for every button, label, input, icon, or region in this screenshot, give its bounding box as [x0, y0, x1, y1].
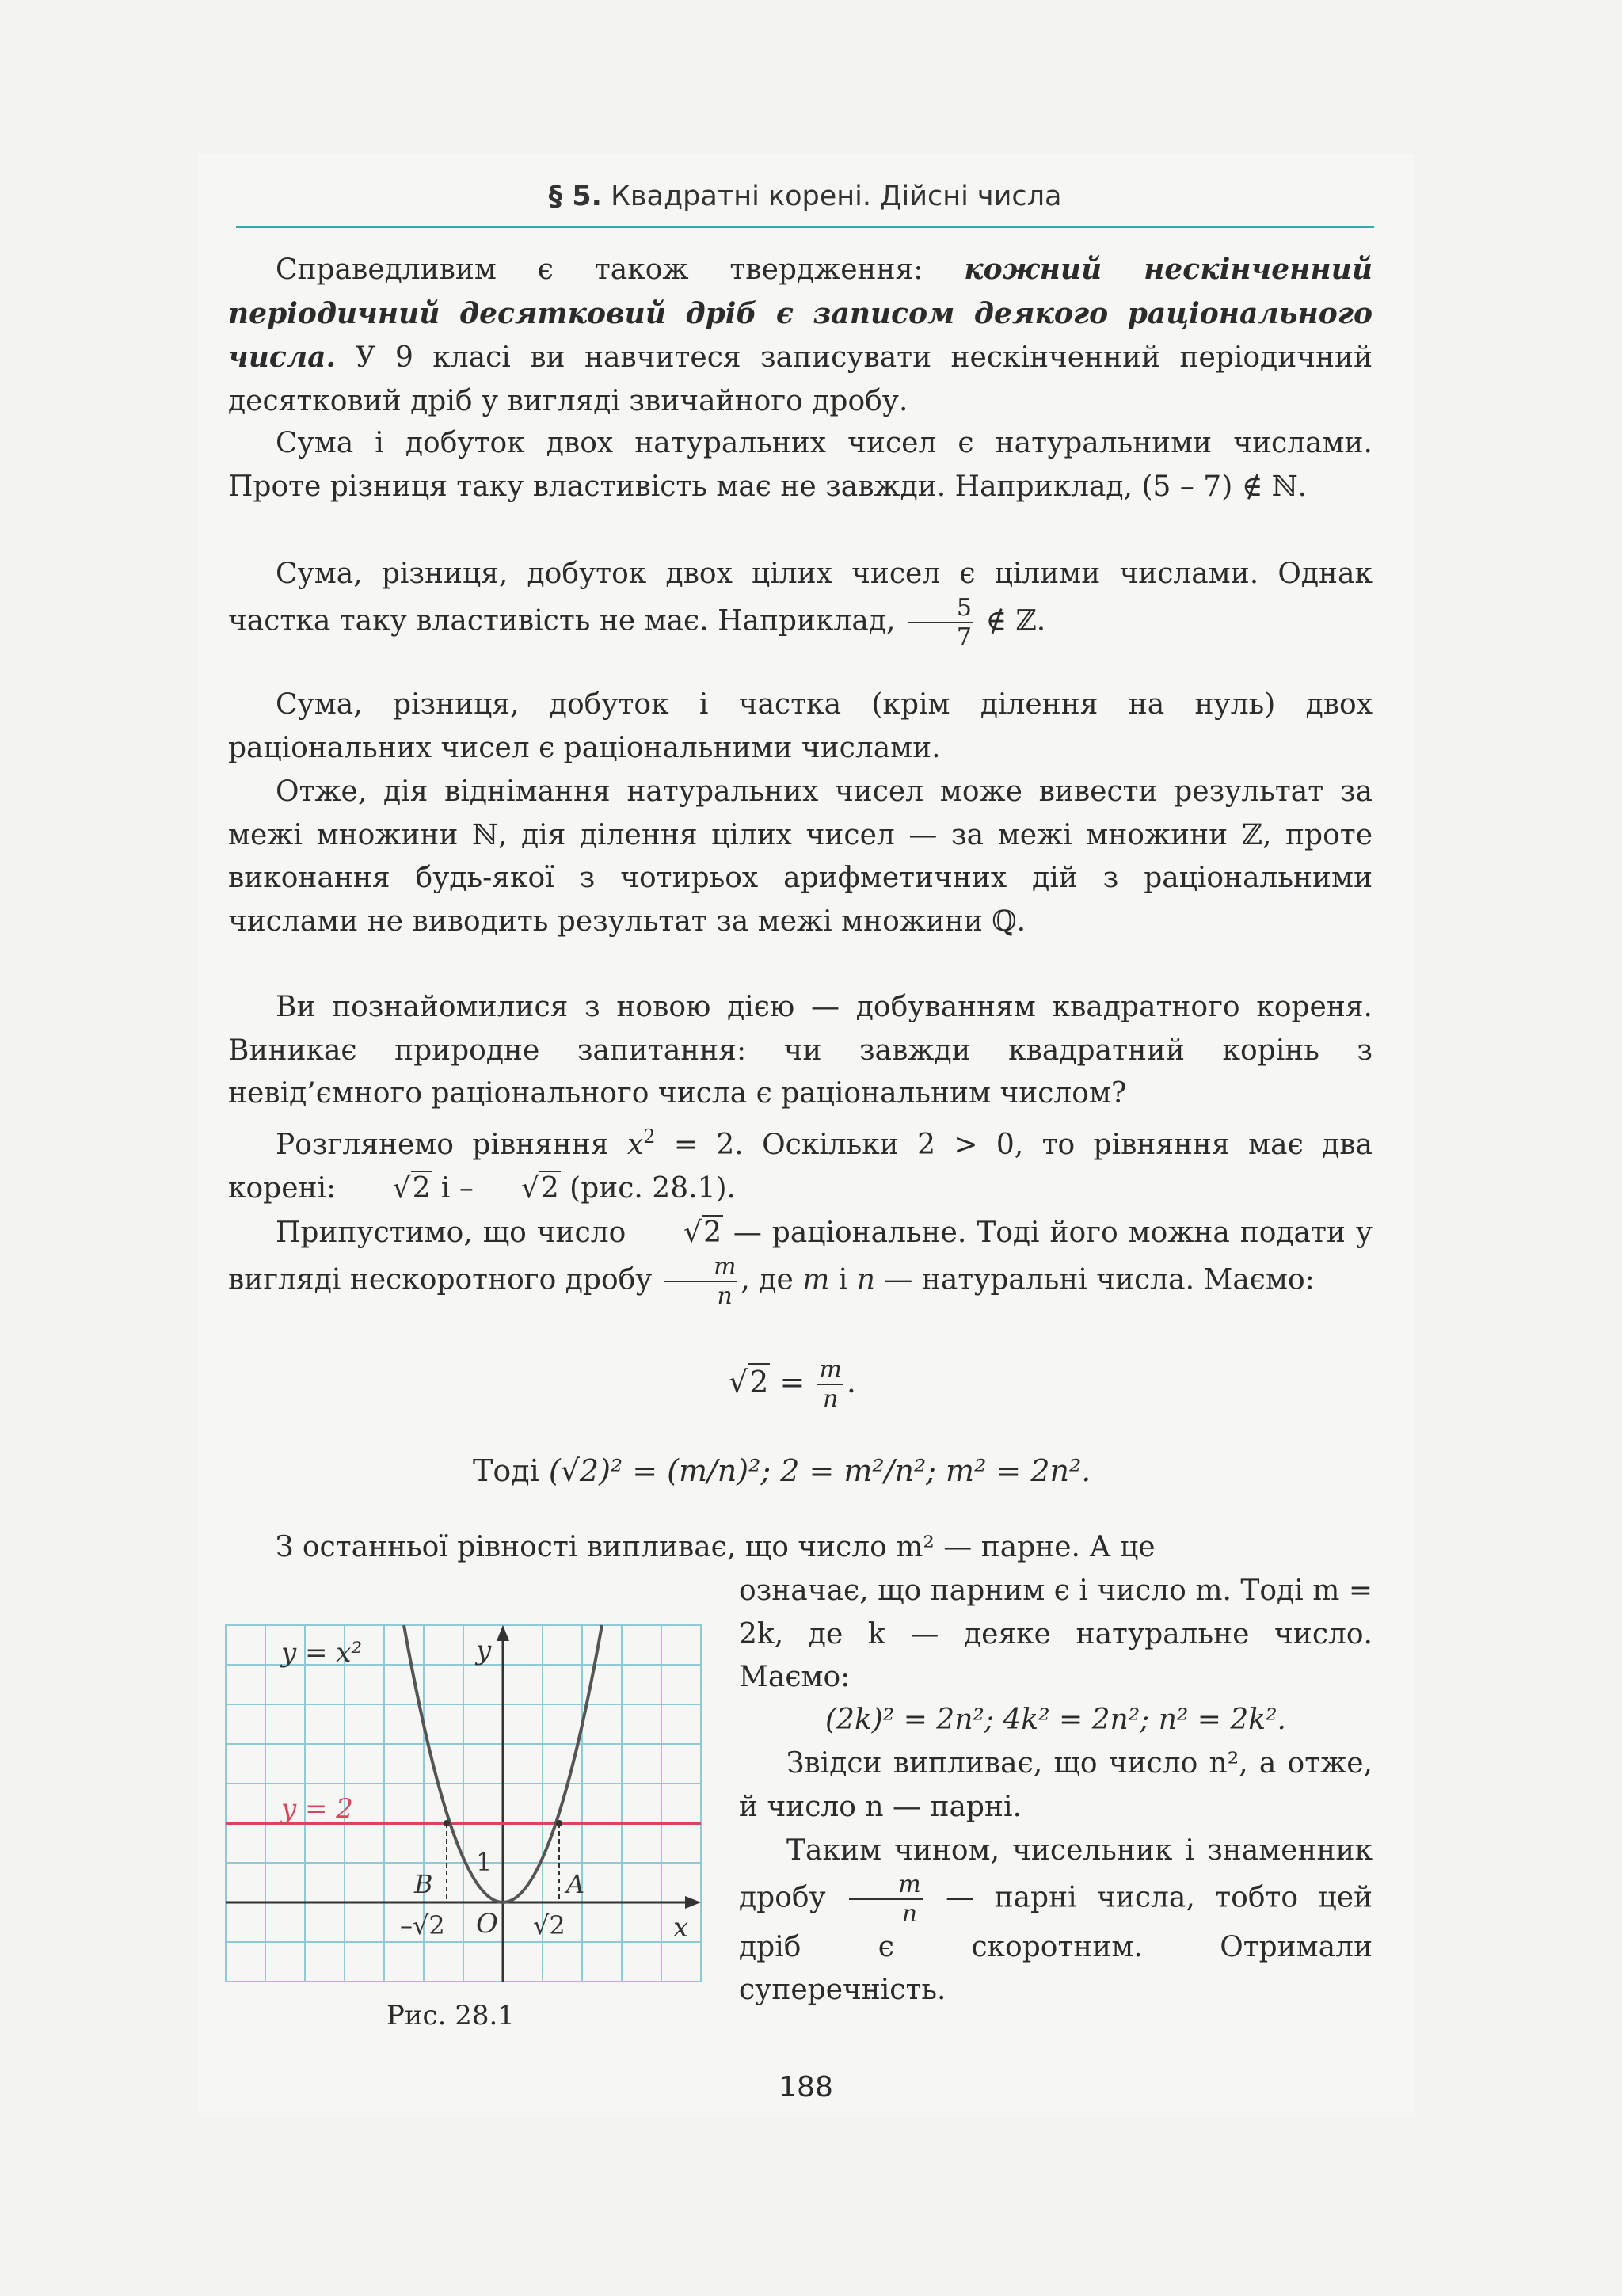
- paragraph-8: [228, 1212, 1373, 1308]
- sqrt-2-value: 2: [703, 1217, 722, 1249]
- p8-d: і: [829, 1263, 857, 1296]
- textbook-page: [198, 154, 1414, 2115]
- fraction-denominator: 7: [956, 623, 972, 651]
- p8-c: , де: [741, 1263, 803, 1296]
- label-b: B: [414, 1869, 433, 1899]
- paragraph-5: Отже, дія віднімання натуральних чисел може вивести результат за межі множини ℕ, дія ділення цілих чисел — за межі множини ℤ, проте виконання будь-якої з чотирьох арифметичних дій з раціональними числами не виводить результат за межі множини ℚ.: [228, 775, 1373, 938]
- p7-b: = 2. Оскільки 2 > 0, то рівняння має два корені:: [228, 1129, 1373, 1205]
- fraction-n: n: [822, 1385, 839, 1413]
- p1-text: Справедливим є також твердження:: [276, 253, 965, 286]
- label-line: y = 2: [281, 1793, 353, 1825]
- parabola-figure: [224, 1624, 707, 1992]
- p8-a: Припустимо, що число: [276, 1217, 637, 1249]
- eq-sign: =: [770, 1365, 815, 1399]
- paragraph-3: [228, 553, 1373, 649]
- label-neg-root: –√2: [400, 1910, 445, 1940]
- figure-caption: Рис. 28.1: [386, 2000, 515, 2031]
- fraction-m-n: [849, 1870, 922, 1928]
- var-n: n: [856, 1263, 875, 1296]
- fraction-m: m: [819, 1356, 842, 1384]
- var-m: m: [802, 1263, 830, 1296]
- page-number: 188: [779, 2071, 833, 2104]
- p7-a: Розглянемо рівняння: [276, 1129, 627, 1161]
- label-y: y: [476, 1635, 492, 1666]
- var-x: x: [626, 1129, 644, 1161]
- fraction-5-7: [908, 593, 973, 651]
- label-one: 1: [476, 1847, 493, 1877]
- right-column-4: [739, 1830, 1373, 2012]
- equation-1: [729, 1358, 856, 1411]
- fraction-numerator: 5: [908, 596, 973, 623]
- point-b: [444, 1820, 450, 1826]
- equation-2: [473, 1453, 1091, 1488]
- paragraph-9: З останньої рівності випливає, що число m² — парне. А це: [276, 1531, 1156, 1563]
- exp-2: 2: [643, 1125, 656, 1148]
- label-origin: O: [476, 1908, 498, 1940]
- sqrt-2: √2: [392, 1171, 431, 1205]
- fraction-m-n: [664, 1252, 737, 1310]
- eq2-text: (√2)² = (m/n)²; 2 = m²/n²; m² = 2n².: [548, 1453, 1091, 1488]
- sqrt-2-value: 2: [749, 1365, 769, 1399]
- p7-d: (рис. 28.1).: [560, 1171, 736, 1205]
- fraction-m-n: [817, 1358, 843, 1411]
- label-x: x: [673, 1912, 689, 1944]
- right-column-2: (2k)² = 2n²; 4k² = 2n²; n² = 2k².: [825, 1704, 1286, 1736]
- y-axis-arrow: [497, 1625, 509, 1641]
- p8-e: — натуральні числа. Маємо:: [874, 1263, 1315, 1296]
- right-column-1: означає, що парним є і число m. Тоді m = 2k, де k — деяке натуральне число. Маємо:: [739, 1574, 1373, 1693]
- p3-text: Сума, різниця, добуток двох цілих чисел є цілими числами. Однак частка таку властивість не має. Наприклад,: [228, 558, 1373, 637]
- paragraph-2: Сума і добуток двох натуральних чисел є натуральними числами. Проте різниця таку властивість має не завжди. Наприклад, (5 – 7) ∉ ℕ.: [228, 427, 1373, 503]
- p3-tail: ∉ ℤ.: [985, 604, 1046, 637]
- rc4-a: Таким чином, чисельник і знаменник дробу: [739, 1834, 1373, 1913]
- sqrt-2-neg: √2: [520, 1171, 559, 1205]
- page-header: [236, 170, 1374, 228]
- right-column-3: Звідси випливає, що число n², а отже, й число n — парні.: [739, 1747, 1373, 1823]
- label-pos-root: √2: [533, 1910, 565, 1940]
- rc4-b: — парні числа, тобто цей дріб є скоротним. Отримали суперечність.: [739, 1881, 1373, 2006]
- point-a: [556, 1820, 562, 1826]
- paragraph-1: [228, 248, 1373, 423]
- section-title: Квадратні корені. Дійсні числа: [611, 181, 1062, 212]
- sqrt-2-value: 2: [412, 1171, 431, 1205]
- label-curve: y = x²: [281, 1637, 363, 1669]
- fraction-m: m: [664, 1255, 737, 1282]
- label-a: A: [566, 1869, 585, 1899]
- paragraph-4: Сума, різниця, добуток і частка (крім ділення на нуль) двох раціональних чисел є раціональними числами.: [228, 688, 1373, 764]
- paragraph-6: Ви познайомилися з новою дією — добуванням квадратного кореня. Виникає природне запитання: чи завжди квадратний корінь з невід’ємного раціонального числа є раціональним числом?: [228, 991, 1373, 1110]
- fraction-n: n: [901, 1899, 918, 1928]
- sqrt-2-neg-value: 2: [540, 1171, 559, 1205]
- p1-text-2: У 9 класі ви навчитеся записувати нескінченний періодичний десятковий дріб у вигляді звичайного дробу.: [228, 341, 1373, 417]
- paragraph-7: [228, 1115, 1373, 1210]
- eq-dot: .: [846, 1365, 856, 1399]
- fraction-n: n: [717, 1281, 733, 1310]
- eq2-todi: Тоді: [473, 1453, 539, 1488]
- sqrt-2: √2: [683, 1217, 722, 1249]
- x-axis-arrow: [685, 1896, 701, 1909]
- p1-bold: кожний нескінченний періодичний десятковий дріб є записом деякого раціонального числа.: [228, 253, 1373, 374]
- fraction-m: m: [849, 1873, 922, 1900]
- p7-c: і –: [432, 1171, 474, 1205]
- p8-b: — раціональне. Тоді його можна подати у вигляді нескоротного дробу: [228, 1217, 1373, 1296]
- sqrt-2: √2: [729, 1365, 769, 1399]
- section-number: § 5.: [548, 181, 602, 212]
